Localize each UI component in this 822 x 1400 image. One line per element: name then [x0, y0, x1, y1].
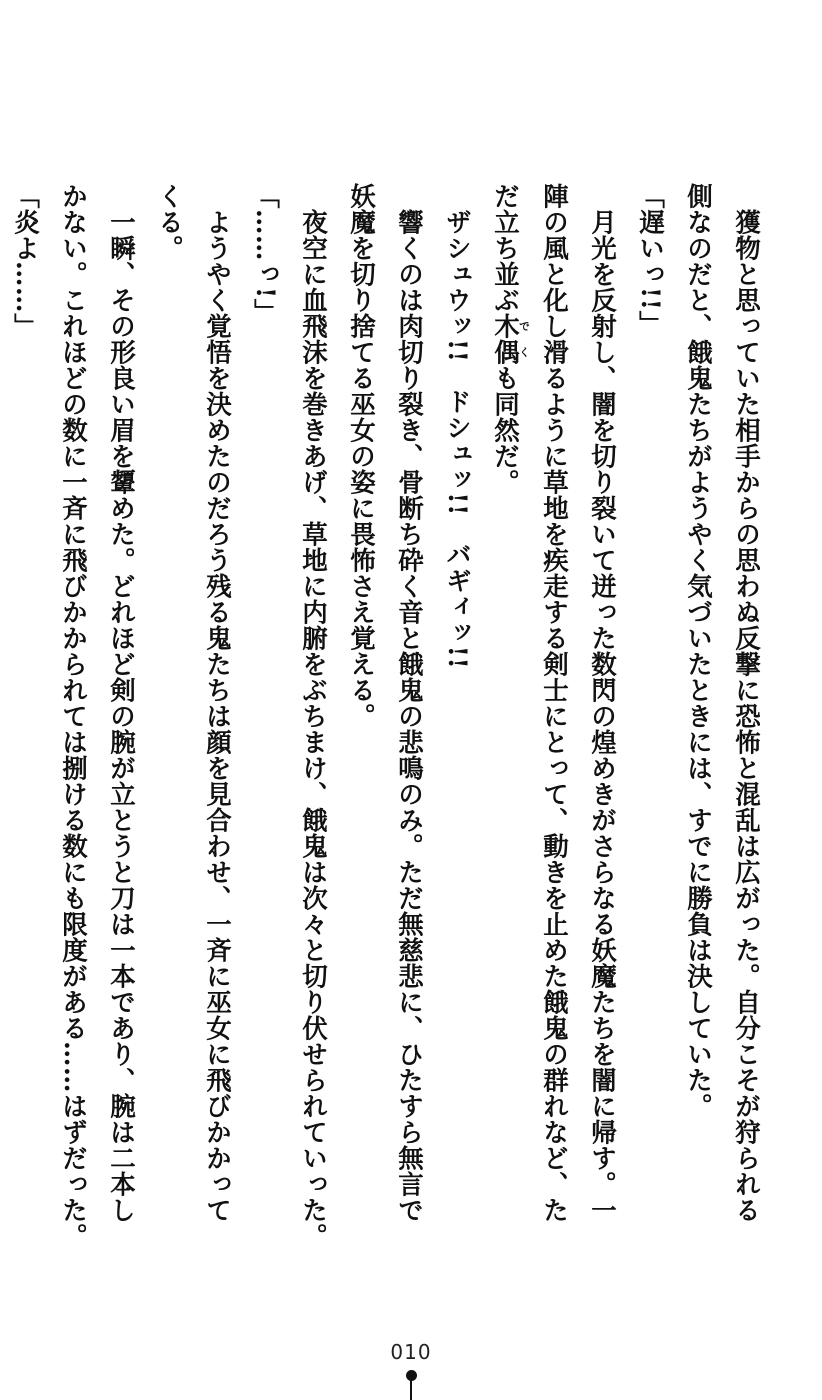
text-line: 妖魔を切り捨てる巫女の姿に畏怖さえ覚える。: [346, 183, 376, 729]
text-line: くる。: [154, 183, 184, 261]
text-line: ようやく覚悟を決めたのだろう残る鬼たちは顔を見合わせ、一斉に巫女に飛びかかって: [202, 183, 232, 1223]
page-marker-line: [410, 1380, 412, 1400]
text-line: だ立ち並ぶ木偶でくも同然だ。: [490, 183, 531, 495]
text-line: 側なのだと、餓鬼たちがようやく気づいたときには、すでに勝負は決していた。: [683, 183, 713, 1119]
page-number: 010: [390, 1340, 432, 1364]
dialogue-line: 「炎よ……」: [10, 183, 40, 339]
text-line: 夜空に血飛沫を巻きあげ、草地に内腑をぶちまけ、餓鬼は次々と切り伏せられていった。: [298, 183, 328, 1249]
text-line: 月光を反射し、闇を切り裂いて迸った数閃の煌めきがさらなる妖魔たちを闇に帰す。一: [587, 183, 617, 1223]
ruby-word: 木偶でく: [490, 313, 531, 365]
text-line: かない。これほどの数に一斉に飛びかかられては捌ける数にも限度がある……はずだった。: [58, 183, 88, 1249]
text-line: 一瞬、その形良い眉を顰めた。どれほど剣の腕が立とうと刀は一本であり、腕は二本し: [106, 183, 136, 1223]
text-line: [0, 183, 1, 1343]
ruby-reading: でく: [517, 313, 531, 365]
text-line: 響くのは肉切り裂き、骨断ち砕く音と餓鬼の悲鳴のみ。ただ無慈悲に、ひたすら無言で: [394, 183, 424, 1223]
text-line: 獲物と思っていた相手からの思わぬ反撃に恐怖と混乱は広がった。自分こそが狩られる: [731, 183, 761, 1223]
vertical-text-body: [10, 183, 770, 1343]
text-line: 陣の風と化し滑るように草地を疾走する剣士にとって、動きを止めた餓鬼の群れなど、た: [539, 183, 569, 1223]
sound-effect-line: ザシュウッ!! ドシュッ!! バギィッ!!: [442, 183, 472, 670]
dialogue-line: 「……っ!」: [250, 183, 280, 325]
dialogue-line: 「遅いっ!!」: [635, 183, 665, 337]
